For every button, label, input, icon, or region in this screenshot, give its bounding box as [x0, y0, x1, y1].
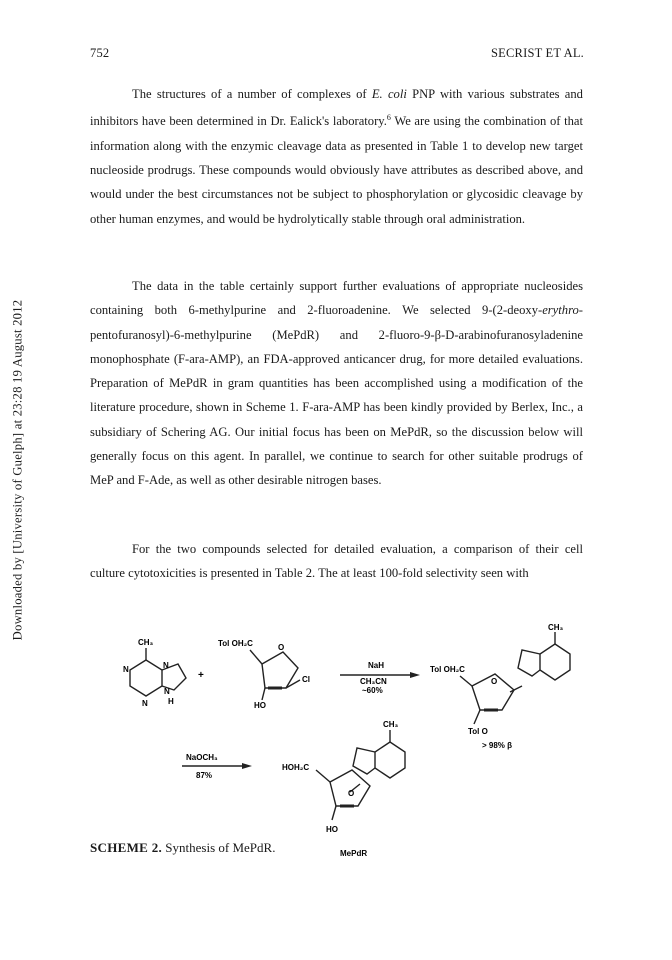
label-ho-1: HO — [254, 701, 266, 710]
reagent-naoch3: NaOCH₃ — [186, 753, 218, 762]
paragraph-2: The data in the table certainly support further evaluations of appropriate nucleosides containing both 6-methylpurine and 2-fluoroadenine. We selected 9-(2-deoxy-erythro-pentofuranosyl)-6-methylpurine (MePdR) and 2-fluoro-9-β-D-arabinofuranosyladenine monophosphate (F-ara-AMP), an FDA-approved anticancer drug, for more detailed evaluations. Preparation of MePdR in gram quantities has been accomplished using a modification of the literature procedure, shown in Scheme 1. F-ara-AMP has been kindly provided by Berlex, Inc., a subsidiary of Schering AG. Our initial focus has been on MePdR, so the discussion below will generally focus on this agent. In parallel, we continue to search for other suitable prodrugs of MeP and F-Ade, as well as other desirable nitrogen bases. — [90, 279, 583, 488]
label-o-1: O — [278, 643, 285, 652]
label-n-2: N — [142, 699, 148, 708]
reagent-nah: NaH — [368, 661, 385, 670]
label-o-2: O — [491, 677, 498, 686]
label-mepdr: MePdR — [340, 849, 368, 858]
label-ho-2: HO — [326, 825, 338, 834]
download-watermark: Downloaded by [University of Guelph] at 23:28 19 August 2012 — [10, 299, 25, 641]
plus-sign: + — [198, 670, 204, 681]
label-tol-oh2c-1: Tol OH₂C — [218, 639, 253, 648]
yield-2: 87% — [196, 771, 213, 780]
scheme-caption: SCHEME 2. Synthesis of MePdR. — [90, 840, 276, 855]
paragraph-3: For the two compounds selected for detailed evaluation, a comparison of their cell culture cytotoxicities is presented in Table 2. The at least 100-fold selectivity seen with — [90, 542, 583, 581]
label-n-3: N — [163, 661, 169, 670]
label-n-1: N — [123, 665, 129, 674]
label-hoh2c: HOH₂C — [282, 763, 310, 772]
reagent-ch3cn: CH₃CN — [360, 677, 387, 686]
label-o-3: O — [348, 789, 355, 798]
running-title: SECRIST ET AL. — [491, 46, 584, 60]
yield-1: ~60% — [362, 686, 383, 695]
label-cl: Cl — [302, 675, 310, 684]
label-ch3-3: CH₃ — [383, 720, 399, 729]
label-tol-oh2c-2: Tol OH₂C — [430, 665, 465, 674]
label-ch3-2: CH₃ — [548, 623, 564, 632]
label-tol-o: Tol O — [468, 727, 488, 736]
page-number: 752 — [90, 46, 110, 60]
label-beta: > 98% β — [482, 741, 513, 750]
label-ch3-1: CH₃ — [138, 638, 154, 647]
paragraph-1: The structures of a number of complexes of E. coli PNP with various substrates and inhibitors have been determined in Dr. Ealick's laboratory.$^6$ We are using the combination of that information along with the enzymic cleavage data as presented in Table 1 to develop new target nucleoside prodrugs. These compounds would obviously have attributes as described above, and would under the best circumstances not be subject to phosphorylation or glycosidic cleavage by other human enzymes, and would be hydrolytically stable through oral administration. — [90, 87, 583, 226]
label-nh: H — [168, 697, 174, 706]
label-n-4: N — [164, 687, 170, 696]
